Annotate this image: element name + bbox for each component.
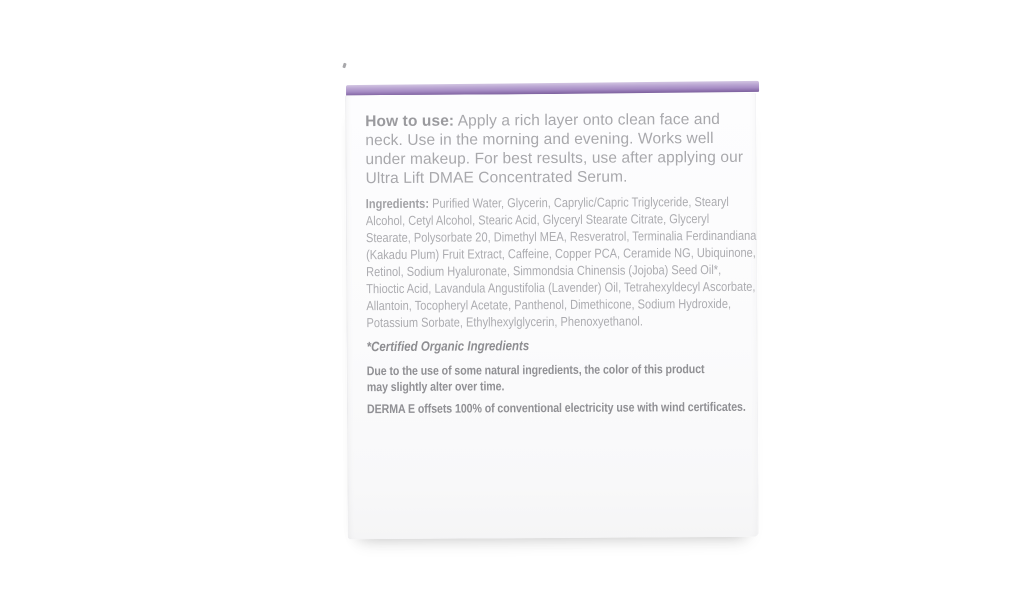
wind-certificates-note: DERMA E offsets 100% of conventional electricity use with wind certificates.: [366, 399, 746, 417]
dust-speck: [342, 63, 346, 69]
how-to-use-text: Apply a rich layer onto clean face and neck. Use in the morning and evening. Works well under makeup. For best results, use after applying our Ultra Lift DMAE Concentrated Serum.: [365, 110, 744, 188]
ingredients-label: Ingredients:: [365, 195, 430, 212]
how-to-use-label: How to use:: [365, 112, 455, 131]
certified-organic-footnote: *Certified Organic Ingredients: [366, 338, 530, 355]
product-box: [345, 82, 763, 540]
ingredients-paragraph: [366, 193, 758, 331]
how-to-use-paragraph: [365, 110, 747, 188]
natural-ingredients-note: Due to the use of some natural ingredients, the color of this product may slightly alter over time.: [366, 362, 705, 395]
box-front-panel: [345, 93, 759, 540]
ingredients-text: Purified Water, Glycerin, Caprylic/Capric Triglyceride, Stearyl Alcohol, Cetyl Alcohol, Stearic Acid, Glyceryl Stearate Citrate, Glyceryl Stearate, Polysorbate 20, Dimethyl MEA, Resveratrol, Terminalia Ferdinandiana (Kakadu Plum) Fruit Extract, Caffeine, Copper PCA, Ceramide NG, Ubiquinone, Retinol, Sodium Hyaluronate, Simmondsia Chinensis (Jojoba) Seed Oil*, Thioctic Acid, Lavandula Angustifolia (Lavender) Oil, Tetrahexyldecyl Ascorbate, Allantoin, Tocopheryl Acetate, Panthenol, Dimethicone, Sodium Hydroxide, Potassium Sorbate, Ethylhexylglycerin, Phenoxyethanol.: [365, 193, 757, 331]
